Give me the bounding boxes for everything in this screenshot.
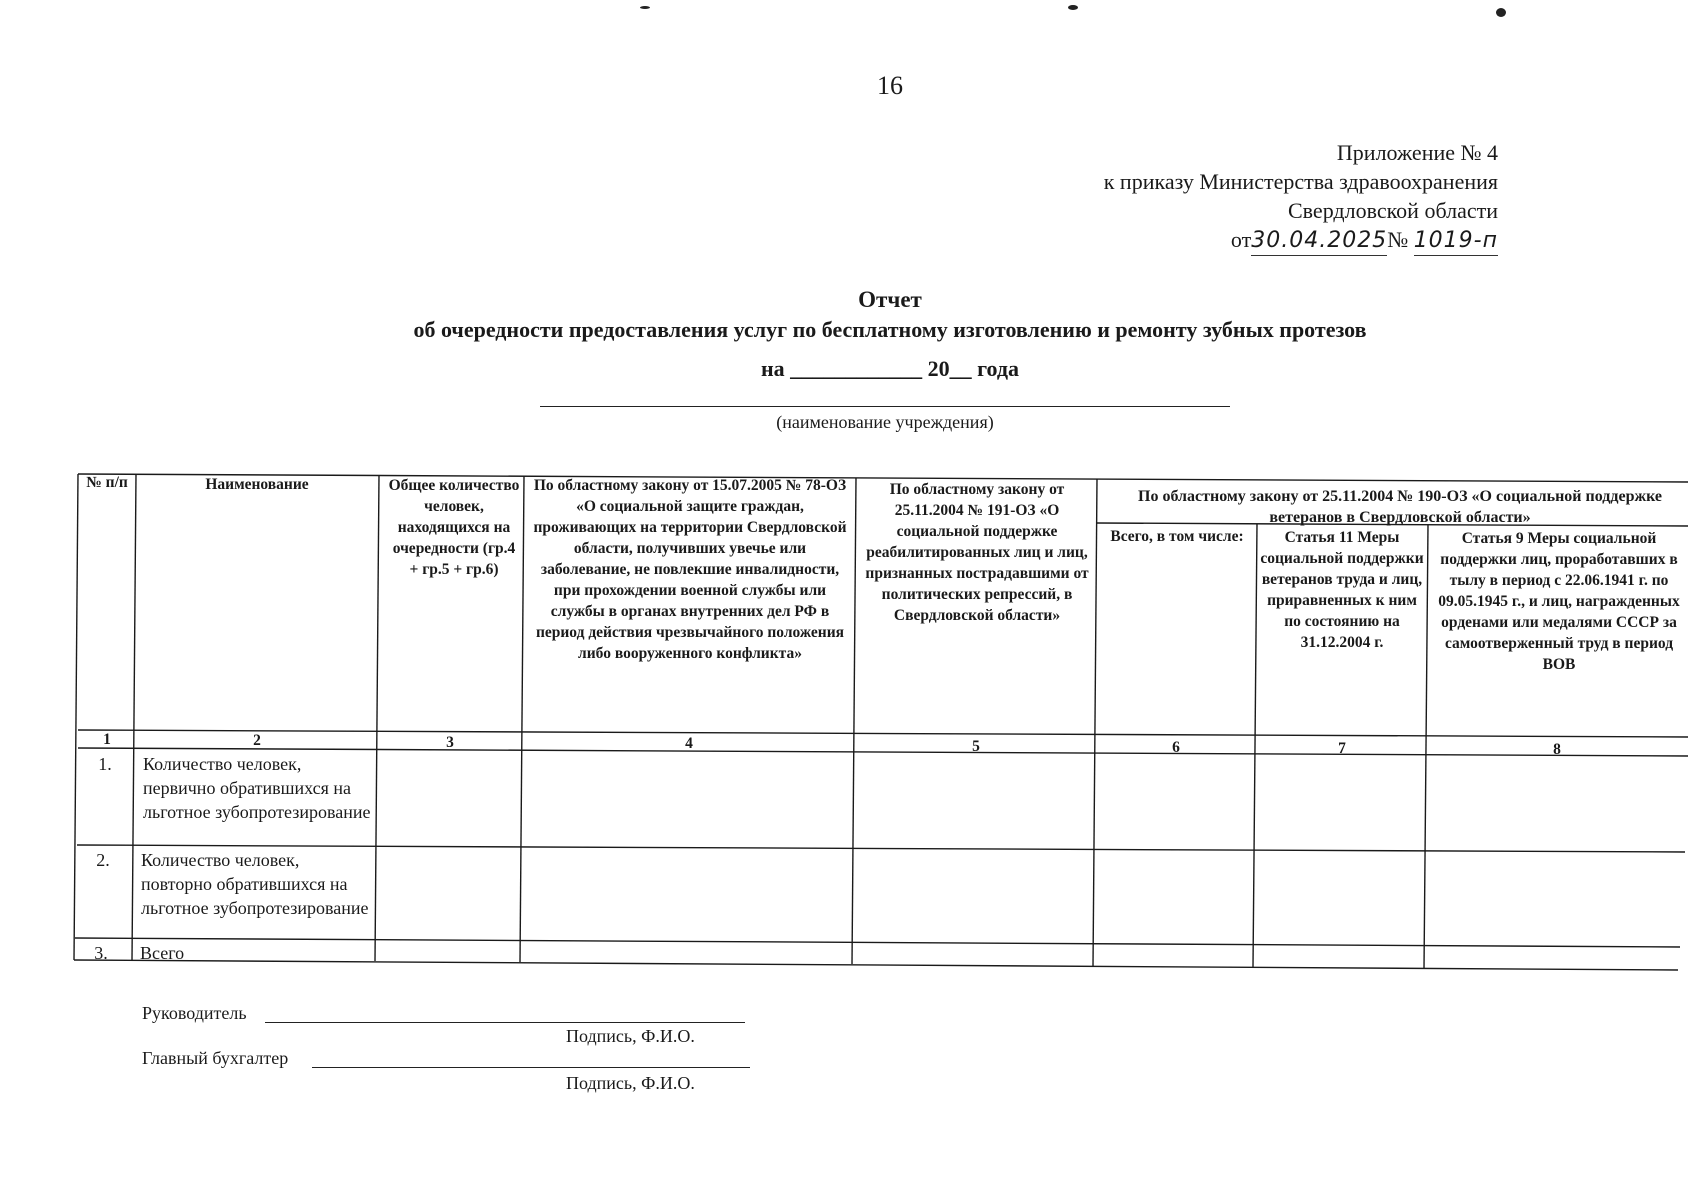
row-2-number: 2. bbox=[96, 850, 110, 870]
header-law-191: По областному закону от 25.11.2004 № 191-ОЗ «О социальной поддержке реабилитированных лиц и лиц, признанных пострадавшими от политических репрессий, в Свердловской области» bbox=[865, 481, 1089, 624]
row-3-number: 3. bbox=[94, 943, 108, 963]
column-number: 8 bbox=[1553, 741, 1561, 758]
report-period: на ____________ 20__ года bbox=[760, 356, 1020, 381]
column-number: 7 bbox=[1338, 740, 1346, 757]
column-number: 4 bbox=[685, 735, 693, 752]
column-number: 2 bbox=[253, 732, 261, 749]
appendix-line-3: Свердловской области bbox=[1288, 198, 1498, 223]
column-number: 6 bbox=[1172, 739, 1180, 756]
page-number: 16 bbox=[877, 71, 903, 100]
accountant-signature-line bbox=[312, 1067, 750, 1068]
header-total-queue: Общее количество человек, находящихся на очередности (гр.4 + гр.5 + гр.6) bbox=[388, 477, 520, 578]
header-total-including: Всего, в том числе: bbox=[1110, 528, 1244, 545]
institution-caption: (наименование учреждения) bbox=[776, 412, 994, 432]
report-title: Отчет bbox=[858, 287, 922, 312]
column-number: 3 bbox=[446, 734, 454, 751]
number-prefix: № bbox=[1387, 227, 1409, 252]
header-law-190-group: По областному закону от 25.11.2004 № 190-ОЗ «О социальной поддержке ветеранов в Свердловской области» bbox=[1138, 488, 1662, 526]
column-number: 1 bbox=[103, 731, 111, 748]
handwritten-date: 30.04.2025 bbox=[1251, 226, 1387, 256]
header-number: № п/п bbox=[86, 474, 128, 491]
header-law-78: По областному закону от 15.07.2005 № 78-ОЗ «О социальной защите граждан, проживающих на территории Свердловской области, получивших увечье или заболевание, не повлекшие инвалидности, при прохождении военной службы или службы в органах внутренних дел РФ в период действия чрезвычайного положения либо вооруженного конфликта» bbox=[533, 477, 847, 662]
accountant-signature-label: Главный бухгалтер bbox=[142, 1048, 289, 1068]
header-article-9: Статья 9 Меры социальной поддержки лиц, проработавших в тылу в период с 22.06.1941 г. по 09.05.1945 г., и лиц, награжденных орденами или медалями СССР за самоотверженный труд в период ВОВ bbox=[1438, 530, 1680, 673]
accountant-signature-caption: Подпись, Ф.И.О. bbox=[566, 1073, 695, 1093]
date-prefix: от bbox=[1230, 227, 1252, 252]
row-1-number: 1. bbox=[98, 754, 112, 774]
head-signature-caption: Подпись, Ф.И.О. bbox=[566, 1026, 695, 1046]
handwritten-number: 1019-п bbox=[1414, 226, 1498, 256]
row-2-name: Количество человек, повторно обратившихся на льготное зубопротезирование bbox=[141, 850, 369, 918]
head-signature-line bbox=[265, 1022, 745, 1023]
row-3-name: Всего bbox=[140, 943, 185, 963]
appendix-line-1: Приложение № 4 bbox=[1336, 140, 1498, 165]
column-number: 5 bbox=[972, 738, 980, 755]
row-1-name: Количество человек, первично обратившихся на льготное зубопротезирование bbox=[143, 754, 371, 822]
header-name: Наименование bbox=[205, 476, 309, 493]
report-subtitle: об очередности предоставления услуг по бесплатному изготовлению и ремонту зубных протезов bbox=[413, 317, 1367, 342]
head-signature-label: Руководитель bbox=[142, 1003, 247, 1023]
appendix-line-2: к приказу Министерства здравоохранения bbox=[1103, 169, 1498, 194]
header-article-11: Статья 11 Меры социальной поддержки ветеранов труда и лиц, приравненных к ним по состоянию на 31.12.2004 г. bbox=[1260, 529, 1424, 651]
